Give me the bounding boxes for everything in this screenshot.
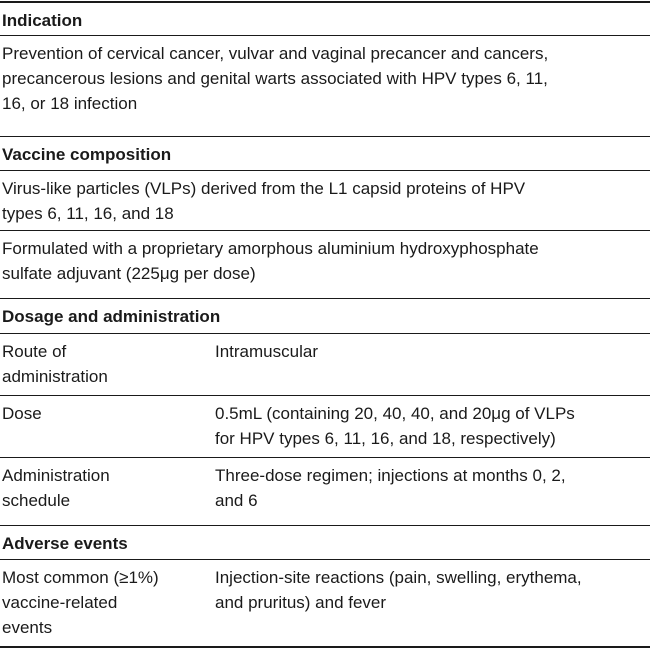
route-label-line: administration	[2, 367, 108, 386]
indication-heading: Indication	[2, 11, 83, 30]
adverse-value	[215, 565, 645, 615]
rule-after-adverse-heading	[0, 559, 650, 560]
composition-heading: Vaccine composition	[2, 145, 172, 164]
rule-after-indication-heading	[0, 35, 650, 36]
dose-label-line: Dose	[2, 404, 42, 423]
dose-label	[2, 401, 202, 426]
composition-line: Virus-like particles (VLPs) derived from the L1 capsid proteins of HPV	[2, 179, 526, 198]
schedule-value-line: and 6	[215, 491, 258, 510]
adverse-value-line: Injection-site reactions (pain, swelling, erythema,	[215, 568, 582, 587]
schedule-label-line: schedule	[2, 491, 71, 510]
route-label-line: Route of	[2, 342, 67, 361]
rule-after-composition-heading	[0, 170, 650, 171]
composition-vlp-text	[2, 176, 648, 226]
dosage-row-divider	[0, 457, 650, 458]
adverse-heading: Adverse events	[2, 534, 128, 553]
indication-line: 16, or 18 infection	[2, 94, 138, 113]
section-divider	[0, 136, 650, 137]
route-label	[2, 339, 202, 389]
composition-line: types 6, 11, 16, and 18	[2, 204, 174, 223]
dose-value-line: for HPV types 6, 11, 16, and 18, respectively)	[215, 429, 556, 448]
dosage-heading: Dosage and administration	[2, 307, 221, 326]
adverse-label-line: Most common (≥1%)	[2, 568, 159, 587]
composition-row-divider	[0, 230, 650, 231]
route-value	[215, 339, 645, 364]
composition-line: sulfate adjuvant (225μg per dose)	[2, 264, 256, 283]
schedule-label	[2, 463, 202, 513]
bottom-rule	[0, 646, 650, 648]
rule-after-dosage-heading	[0, 333, 650, 334]
indication-line: precancerous lesions and genital warts associated with HPV types 6, 11,	[2, 69, 548, 88]
route-value-line: Intramuscular	[215, 342, 318, 361]
adverse-label-line: events	[2, 618, 53, 637]
schedule-value	[215, 463, 645, 513]
composition-adjuvant-text	[2, 236, 648, 286]
dosage-row-divider	[0, 395, 650, 396]
indication-text	[2, 41, 648, 116]
schedule-label-line: Administration	[2, 466, 110, 485]
dose-value	[215, 401, 645, 451]
adverse-label-line: vaccine-related	[2, 593, 118, 612]
section-divider	[0, 525, 650, 526]
section-divider	[0, 298, 650, 299]
top-rule	[0, 1, 650, 3]
adverse-value-line: and pruritus) and fever	[215, 593, 387, 612]
indication-line: Prevention of cervical cancer, vulvar and vaginal precancer and cancers,	[2, 44, 549, 63]
adverse-label	[2, 565, 202, 640]
dose-value-line: 0.5mL (containing 20, 40, 40, and 20μg of VLPs	[215, 404, 575, 423]
schedule-value-line: Three-dose regimen; injections at months 0, 2,	[215, 466, 566, 485]
composition-line: Formulated with a proprietary amorphous aluminium hydroxyphosphate	[2, 239, 539, 258]
